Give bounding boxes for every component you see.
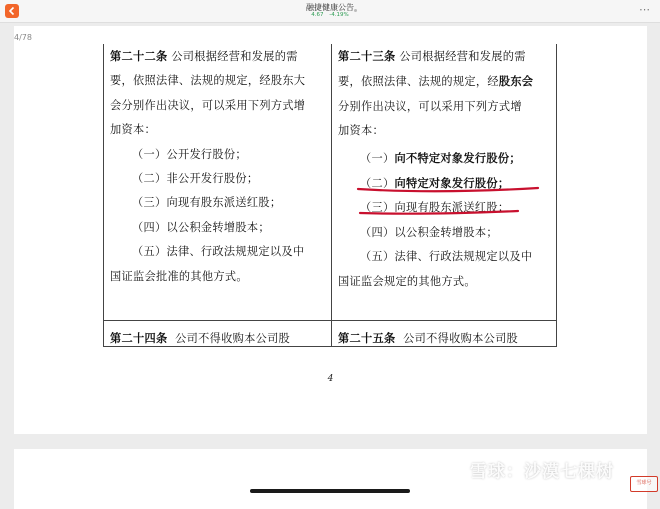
item-number: （一） [360, 151, 395, 165]
article-22-item: （四）以公积金转增股本； [132, 220, 270, 234]
announcement-title: 融捷健康公告 [306, 3, 354, 12]
article-22-item: （五）法律、行政法规规定以及中 [132, 245, 305, 259]
article-23-item: （五）法律、行政法规规定以及中 [360, 250, 533, 264]
article-23-line: 公司根据经营和发展的需 [399, 50, 526, 63]
article-23-tail: 国证监会规定的其他方式。 [338, 274, 476, 288]
article-22-line: 公司根据经营和发展的需 [171, 50, 298, 63]
article-22-item: （三）向现有股东派送红股； [132, 196, 282, 210]
article-22-item: （一）公开发行股份； [132, 147, 247, 161]
home-indicator[interactable] [250, 489, 410, 493]
article-23-line: 加资本： [338, 124, 384, 138]
stock-change: -4.19% [329, 12, 349, 18]
article-24-heading: 第二十四条 [110, 331, 168, 345]
red-underline-marks [338, 158, 558, 218]
stock-price: 4.67 [311, 12, 324, 18]
stamp-badge: 雪球号 [630, 476, 658, 492]
article-22-tail: 国证监会批准的其他方式。 [110, 269, 248, 283]
item-number: （二） [360, 177, 395, 191]
article-22-line: 要，依照法律、法规的规定，经股东大 [110, 74, 306, 88]
stock-quote [0, 12, 660, 18]
article-23-line: 要，依照法律、法规的规定，经 [338, 75, 499, 89]
document-page [14, 26, 647, 434]
article-23-item: （三）向现有股东派送红股； [360, 201, 510, 215]
article-25-text: 公司不得收购本公司股 [403, 332, 519, 345]
article-22-heading: 第二十二条 [110, 49, 168, 63]
article-25-cell [338, 328, 518, 349]
article-23-highlight: 股东会 [498, 74, 534, 89]
article-22-item: （二）非公开发行股份； [132, 172, 259, 186]
loading-dot-icon [354, 9, 357, 12]
article-25-heading: 第二十五条 [338, 331, 396, 345]
article-23-heading: 第二十三条 [338, 49, 396, 63]
item-text-bold: 向不特定对象发行股份； [394, 150, 521, 165]
item-text-bold: 向特定对象发行股份； [394, 176, 510, 191]
page-indicator: 4/78 [14, 33, 32, 42]
article-23-line: 分别作出决议，可以采用下列方式增 [338, 99, 522, 113]
article-22-line: 加资本： [110, 123, 156, 137]
more-icon[interactable]: ⋯ [639, 3, 650, 16]
column-divider [331, 44, 332, 346]
article-22-line: 会分别作出决议，可以采用下列方式增 [110, 98, 306, 112]
article-22-cell [110, 44, 324, 289]
row-divider [104, 320, 556, 321]
page-number: 4 [327, 374, 334, 384]
article-24-cell [110, 328, 290, 349]
watermark-text: 雪球：沙漠七棵树 [470, 462, 614, 482]
article-24-text: 公司不得收购本公司股 [175, 332, 291, 345]
snowball-logo-icon [449, 459, 467, 477]
top-bar [0, 0, 660, 23]
article-23-item: （四）以公积金转增股本； [360, 225, 498, 239]
comparison-table [103, 44, 557, 347]
